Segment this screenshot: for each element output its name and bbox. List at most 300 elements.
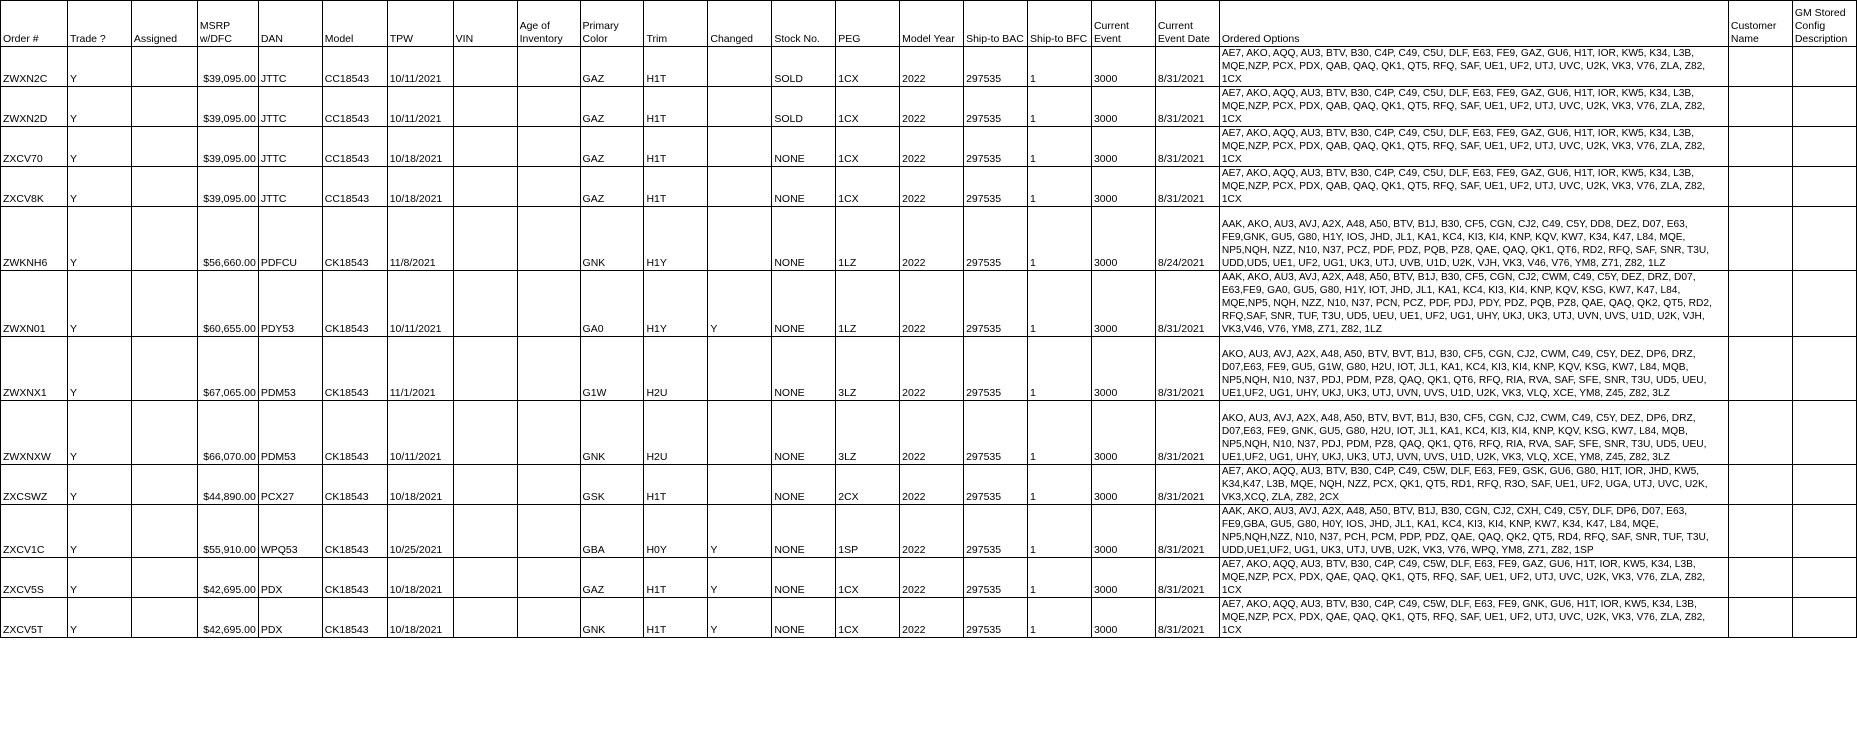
stock-no-cell[interactable]: SOLD [772,87,836,127]
trade-cell[interactable]: Y [67,167,131,207]
age-cell[interactable] [517,558,580,598]
ship-to-bac-cell[interactable]: 297535 [964,271,1028,337]
model-cell[interactable]: CC18543 [322,87,387,127]
dan-cell[interactable]: PDFCU [258,207,322,271]
assigned-cell[interactable] [131,505,197,558]
model-year-cell[interactable]: 2022 [900,598,964,638]
table-row [1,271,1857,337]
model-cell[interactable]: CC18543 [322,127,387,167]
msrp-cell[interactable]: $39,095.00 [197,87,258,127]
table-row [1,87,1857,127]
peg-cell[interactable]: 1CX [836,87,900,127]
table-row [1,167,1857,207]
current-event-cell[interactable]: 3000 [1091,207,1155,271]
peg-cell[interactable]: 1CX [836,127,900,167]
changed-cell[interactable] [708,47,772,87]
trim-cell[interactable]: H1Y [644,207,708,271]
primary-color-cell[interactable]: GAZ [580,87,644,127]
ship-to-bfc-cell[interactable]: 1 [1028,558,1092,598]
vin-cell[interactable] [453,47,517,87]
current-event-date-cell[interactable]: 8/31/2021 [1155,598,1219,638]
ship-to-bac-cell[interactable]: 297535 [964,47,1028,87]
table-row [1,598,1857,638]
stock-no-cell[interactable]: NONE [772,505,836,558]
dan-cell[interactable]: WPQ53 [258,505,322,558]
trade-cell[interactable]: Y [67,207,131,271]
ship-to-bac-header[interactable]: Ship-to BAC [964,1,1028,47]
order-number-cell[interactable]: ZWXNXW [1,401,68,465]
ship-to-bac-cell[interactable]: 297535 [964,337,1028,401]
current-event-cell[interactable]: 3000 [1091,271,1155,337]
table-row [1,465,1857,505]
current-event-cell[interactable]: 3000 [1091,167,1155,207]
tpw-cell[interactable]: 10/18/2021 [387,558,453,598]
age-cell[interactable] [517,207,580,271]
tpw-cell[interactable]: 10/18/2021 [387,465,453,505]
stock-no-cell[interactable]: NONE [772,401,836,465]
trade-cell[interactable]: Y [67,505,131,558]
model-year-cell[interactable]: 2022 [900,47,964,87]
msrp-cell[interactable]: $56,660.00 [197,207,258,271]
trim-cell[interactable]: H1T [644,465,708,505]
trim-cell[interactable]: H2U [644,401,708,465]
table-row [1,127,1857,167]
model-cell[interactable]: CK18543 [322,337,387,401]
config-description-cell[interactable] [1792,465,1856,505]
stock-no-cell[interactable]: SOLD [772,47,836,87]
changed-cell[interactable] [708,337,772,401]
model-year-cell[interactable]: 2022 [900,87,964,127]
current-event-date-cell[interactable]: 8/31/2021 [1155,401,1219,465]
age-cell[interactable] [517,505,580,558]
customer-name-cell[interactable] [1728,505,1792,558]
tpw-cell[interactable]: 10/11/2021 [387,401,453,465]
ship-to-bfc-cell[interactable]: 1 [1028,207,1092,271]
current-event-cell[interactable]: 3000 [1091,465,1155,505]
vin-cell[interactable] [453,127,517,167]
ordered-options-cell[interactable]: AE7, AKO, AQQ, AU3, BTV, B30, C4P, C49, C5U, DLF, E63, FE9, GAZ, GU6, H1T, IOR, KW5, K34, L3B, MQE,NZP, PCX, PDX, QAB, QAQ, QK1, QT5, RFQ, SAF, UE1, UF2, UTJ, UVC, U2K, VK3, V76, ZLA, Z82, 1CX [1219,47,1728,87]
ship-to-bfc-cell[interactable]: 1 [1028,47,1092,87]
config-description-cell[interactable] [1792,337,1856,401]
order-number-header[interactable]: Order # [1,1,68,47]
current-event-date-cell[interactable]: 8/24/2021 [1155,207,1219,271]
vin-cell[interactable] [453,465,517,505]
vin-cell[interactable] [453,558,517,598]
stock-no-cell[interactable]: NONE [772,167,836,207]
age-cell[interactable] [517,87,580,127]
primary-color-cell[interactable]: GAZ [580,127,644,167]
msrp-cell[interactable]: $39,095.00 [197,47,258,87]
stock-no-cell[interactable]: NONE [772,271,836,337]
peg-cell[interactable]: 1CX [836,167,900,207]
changed-cell[interactable]: Y [708,271,772,337]
trim-header[interactable]: Trim [644,1,708,47]
current-event-date-cell[interactable]: 8/31/2021 [1155,47,1219,87]
primary-color-cell[interactable]: GA0 [580,271,644,337]
assigned-cell[interactable] [131,167,197,207]
assigned-cell[interactable] [131,337,197,401]
current-event-cell[interactable]: 3000 [1091,401,1155,465]
ship-to-bac-cell[interactable]: 297535 [964,598,1028,638]
assigned-cell[interactable] [131,47,197,87]
trade-cell[interactable]: Y [67,87,131,127]
ship-to-bac-cell[interactable]: 297535 [964,401,1028,465]
vin-cell[interactable] [453,271,517,337]
customer-name-cell[interactable] [1728,558,1792,598]
primary-color-cell[interactable]: GAZ [580,558,644,598]
gm-config-description-header[interactable]: GM Stored Config Description [1792,1,1856,47]
customer-name-cell[interactable] [1728,401,1792,465]
ship-to-bac-cell[interactable]: 297535 [964,127,1028,167]
model-cell[interactable]: CK18543 [322,271,387,337]
dan-cell[interactable]: PDY53 [258,271,322,337]
customer-name-cell[interactable] [1728,598,1792,638]
header-row [1,1,1857,47]
vin-header[interactable]: VIN [453,1,517,47]
trim-cell[interactable]: H1T [644,87,708,127]
assigned-cell[interactable] [131,127,197,167]
model-year-header[interactable]: Model Year [900,1,964,47]
order-number-cell[interactable]: ZWXNX1 [1,337,68,401]
model-year-cell[interactable]: 2022 [900,271,964,337]
trim-cell[interactable]: H2U [644,337,708,401]
model-cell[interactable]: CK18543 [322,207,387,271]
primary-color-cell[interactable]: GNK [580,401,644,465]
msrp-cell[interactable]: $67,065.00 [197,337,258,401]
ship-to-bfc-cell[interactable]: 1 [1028,87,1092,127]
tpw-cell[interactable]: 10/18/2021 [387,127,453,167]
vin-cell[interactable] [453,505,517,558]
customer-name-header[interactable]: Customer Name [1728,1,1792,47]
customer-name-cell[interactable] [1728,127,1792,167]
assigned-cell[interactable] [131,598,197,638]
order-number-cell[interactable]: ZXCV5T [1,598,68,638]
ship-to-bac-cell[interactable]: 297535 [964,167,1028,207]
current-event-cell[interactable]: 3000 [1091,127,1155,167]
current-event-cell[interactable]: 3000 [1091,505,1155,558]
model-year-cell[interactable]: 2022 [900,167,964,207]
model-cell[interactable]: CK18543 [322,598,387,638]
current-event-date-cell[interactable]: 8/31/2021 [1155,271,1219,337]
age-cell[interactable] [517,465,580,505]
ordered-options-header[interactable]: Ordered Options [1219,1,1728,47]
ordered-options-cell[interactable]: AAK, AKO, AU3, AVJ, A2X, A48, A50, BTV, B1J, B30, CF5, CGN, CJ2, C49, C5Y, DD8, DEZ, D07, E63, FE9,GNK, GU5, G80, H1Y, IOS, JHD, JL1, KA1, KC4, KI3, KI4, KNP, KQV, KW7, K34, K47, L84, MQE, NP5,NQH, NZZ, N10, N37, PCZ, PDF, PDZ, PQB, PZ8, QAE, QAQ, QK1, QT6, RD2, RFQ, SAF, SNR, T3U, UDD,UD5, UE1, UF2, UG1, UK3, UTJ, UVB, U1D, U2K, VJH, VK3, V46, V76, YM8, Z71, Z82, 1LZ [1219,207,1728,271]
tpw-cell[interactable]: 10/18/2021 [387,598,453,638]
ordered-options-cell[interactable]: AE7, AKO, AQQ, AU3, BTV, B30, C4P, C49, C5W, DLF, E63, FE9, GSK, GU6, G80, H1T, IOR, JHD, KW5, K34,K47, L3B, MQE, NQH, NZZ, PCX, QK1, QT5, RD1, RFQ, R3O, SAF, UE1, UF2, UGA, UTJ, UVC, U2K, VK3,XCQ, ZLA, Z82, 2CX [1219,465,1728,505]
current-event-cell[interactable]: 3000 [1091,598,1155,638]
customer-name-cell[interactable] [1728,87,1792,127]
config-description-cell[interactable] [1792,505,1856,558]
trim-cell[interactable]: H1T [644,167,708,207]
current-event-date-cell[interactable]: 8/31/2021 [1155,337,1219,401]
dan-header[interactable]: DAN [258,1,322,47]
assigned-header[interactable]: Assigned [131,1,197,47]
order-number-cell[interactable]: ZXCSWZ [1,465,68,505]
tpw-cell[interactable]: 11/1/2021 [387,337,453,401]
table-row [1,337,1857,401]
tpw-cell[interactable]: 11/8/2021 [387,207,453,271]
stock-no-cell[interactable]: NONE [772,465,836,505]
model-cell[interactable]: CK18543 [322,505,387,558]
model-year-cell[interactable]: 2022 [900,505,964,558]
trade-header[interactable]: Trade ? [67,1,131,47]
age-cell[interactable] [517,271,580,337]
config-description-cell[interactable] [1792,167,1856,207]
trim-cell[interactable]: H1T [644,47,708,87]
ordered-options-cell[interactable]: AKO, AU3, AVJ, A2X, A48, A50, BTV, BVT, B1J, B30, CF5, CGN, CJ2, CWM, C49, C5Y, DEZ, DP6, DRZ, D07,E63, FE9, GNK, GU5, G80, H2U, IOT, JL1, KA1, KC4, KI3, KI4, KNP, KQV, KSG, KW7, L84, MQB, NP5,NQH, N10, N37, PDJ, PDM, PZ8, QAQ, QK1, QT6, RFQ, RIA, RVA, SAF, SFE, SNR, T3U, UD5, UEU, UE1,UF2, UG1, UHY, UKJ, UK3, UTJ, UVN, UVS, U1D, U2K, VK3, VLQ, XCE, YM8, Z45, Z82, 3LZ [1219,401,1728,465]
peg-cell[interactable]: 3LZ [836,401,900,465]
tpw-cell[interactable]: 10/11/2021 [387,271,453,337]
trade-cell[interactable]: Y [67,598,131,638]
model-year-cell[interactable]: 2022 [900,465,964,505]
stock-no-header[interactable]: Stock No. [772,1,836,47]
model-year-cell[interactable]: 2022 [900,207,964,271]
peg-cell[interactable]: 3LZ [836,337,900,401]
ship-to-bfc-cell[interactable]: 1 [1028,401,1092,465]
config-description-cell[interactable] [1792,87,1856,127]
msrp-cell[interactable]: $66,070.00 [197,401,258,465]
ordered-options-cell[interactable]: AE7, AKO, AQQ, AU3, BTV, B30, C4P, C49, C5W, DLF, E63, FE9, GNK, GU6, H1T, IOR, KW5, K34, L3B, MQE,NZP, PCX, PDX, QAE, QAQ, QK1, QT5, RFQ, SAF, UE1, UF2, UTJ, UVC, U2K, VK3, V76, ZLA, Z82, 1CX [1219,598,1728,638]
ship-to-bfc-cell[interactable]: 1 [1028,598,1092,638]
order-number-cell[interactable]: ZWXN01 [1,271,68,337]
config-description-cell[interactable] [1792,598,1856,638]
model-header[interactable]: Model [322,1,387,47]
ship-to-bac-cell[interactable]: 297535 [964,505,1028,558]
ship-to-bac-cell[interactable]: 297535 [964,207,1028,271]
current-event-date-cell[interactable]: 8/31/2021 [1155,558,1219,598]
current-event-date-cell[interactable]: 8/31/2021 [1155,167,1219,207]
dan-cell[interactable]: JTTC [258,127,322,167]
peg-cell[interactable]: 1LZ [836,207,900,271]
ordered-options-cell[interactable]: AAK, AKO, AU3, AVJ, A2X, A48, A50, BTV, B1J, B30, CF5, CGN, CJ2, CWM, C49, C5Y, DEZ, DRZ, D07, E63,FE9, GA0, GU5, G80, H1Y, IOT, JHD, JL1, KA1, KC4, KI3, KI4, KNP, KQV, KSG, KW7, K47, L84, MQE,NP5, NQH, NZZ, N10, N37, PCN, PCZ, PDF, PDJ, PDY, PDZ, PQB, PZ8, QAE, QAQ, QK2, QT5, RD2, RFQ,SAF, SNR, TUF, T3U, UD5, UEU, UE1, UF2, UG1, UHY, UKJ, UK3, UTJ, UVN, UVS, U1D, U2K, VJH, VK3,V46, V76, YM8, Z71, Z82, 1LZ [1219,271,1728,337]
age-cell[interactable] [517,598,580,638]
stock-no-cell[interactable]: NONE [772,337,836,401]
customer-name-cell[interactable] [1728,271,1792,337]
trim-cell[interactable]: H1T [644,127,708,167]
order-number-cell[interactable]: ZWXN2D [1,87,68,127]
dan-cell[interactable]: PDM53 [258,337,322,401]
primary-color-cell[interactable]: GAZ [580,167,644,207]
dan-cell[interactable]: JTTC [258,87,322,127]
model-cell[interactable]: CK18543 [322,401,387,465]
current-event-date-cell[interactable]: 8/31/2021 [1155,465,1219,505]
peg-header[interactable]: PEG [836,1,900,47]
order-number-cell[interactable]: ZWKNH6 [1,207,68,271]
ship-to-bac-cell[interactable]: 297535 [964,87,1028,127]
ordered-options-cell[interactable]: AAK, AKO, AU3, AVJ, A2X, A48, A50, BTV, B1J, B30, CGN, CJ2, CXH, C49, C5Y, DLF, DP6, D07, E63, FE9,GBA, GU5, G80, H0Y, IOS, JHD, JL1, KA1, KC4, KI3, KI4, KNP, KW7, K34, K47, L84, MQE, NP5,NQH,NZZ, N10, N37, PCH, PCM, PDP, PDZ, QAE, QAQ, QK2, QT5, RD4, RFQ, SAF, SNR, TUF, T3U, UDD,UE1,UF2, UG1, UK3, UTJ, UVB, U2K, VK3, V76, WPQ, YM8, Z71, Z82, 1SP [1219,505,1728,558]
trade-cell[interactable]: Y [67,127,131,167]
model-cell[interactable]: CK18543 [322,558,387,598]
customer-name-cell[interactable] [1728,337,1792,401]
table-row [1,401,1857,465]
changed-cell[interactable] [708,465,772,505]
vin-cell[interactable] [453,167,517,207]
customer-name-cell[interactable] [1728,47,1792,87]
ordered-options-cell[interactable]: AE7, AKO, AQQ, AU3, BTV, B30, C4P, C49, C5U, DLF, E63, FE9, GAZ, GU6, H1T, IOR, KW5, K34, L3B, MQE,NZP, PCX, PDX, QAB, QAQ, QK1, QT5, RFQ, SAF, UE1, UF2, UTJ, UVC, U2K, VK3, V76, ZLA, Z82, 1CX [1219,87,1728,127]
trade-cell[interactable]: Y [67,465,131,505]
config-description-cell[interactable] [1792,127,1856,167]
order-number-cell[interactable]: ZXCV70 [1,127,68,167]
model-year-cell[interactable]: 2022 [900,558,964,598]
dan-cell[interactable]: PDX [258,598,322,638]
trim-cell[interactable]: H1T [644,558,708,598]
trim-cell[interactable]: H1Y [644,271,708,337]
peg-cell[interactable]: 1SP [836,505,900,558]
trade-cell[interactable]: Y [67,47,131,87]
table-body [1,47,1857,638]
vin-cell[interactable] [453,598,517,638]
model-cell[interactable]: CC18543 [322,167,387,207]
changed-cell[interactable] [708,401,772,465]
ship-to-bfc-header[interactable]: Ship-to BFC [1028,1,1092,47]
assigned-cell[interactable] [131,207,197,271]
age-cell[interactable] [517,167,580,207]
ship-to-bac-cell[interactable]: 297535 [964,465,1028,505]
msrp-cell[interactable]: $39,095.00 [197,167,258,207]
dan-cell[interactable]: JTTC [258,47,322,87]
current-event-header[interactable]: Current Event [1091,1,1155,47]
assigned-cell[interactable] [131,271,197,337]
tpw-cell[interactable]: 10/25/2021 [387,505,453,558]
tpw-cell[interactable]: 10/18/2021 [387,167,453,207]
dan-cell[interactable]: PDX [258,558,322,598]
order-number-cell[interactable]: ZXCV1C [1,505,68,558]
peg-cell[interactable]: 1CX [836,558,900,598]
trade-cell[interactable]: Y [67,401,131,465]
primary-color-cell[interactable]: GSK [580,465,644,505]
ship-to-bac-cell[interactable]: 297535 [964,558,1028,598]
changed-cell[interactable] [708,207,772,271]
current-event-date-header[interactable]: Current Event Date [1155,1,1219,47]
table-row [1,505,1857,558]
vin-cell[interactable] [453,87,517,127]
dan-cell[interactable]: PDM53 [258,401,322,465]
peg-cell[interactable]: 1CX [836,47,900,87]
changed-header[interactable]: Changed [708,1,772,47]
model-year-cell[interactable]: 2022 [900,401,964,465]
primary-color-cell[interactable]: GBA [580,505,644,558]
trim-cell[interactable]: H0Y [644,505,708,558]
msrp-cell[interactable]: $60,655.00 [197,271,258,337]
ship-to-bfc-cell[interactable]: 1 [1028,337,1092,401]
trade-cell[interactable]: Y [67,558,131,598]
peg-cell[interactable]: 1LZ [836,271,900,337]
config-description-cell[interactable] [1792,47,1856,87]
msrp-cell[interactable]: $39,095.00 [197,127,258,167]
assigned-cell[interactable] [131,87,197,127]
ship-to-bfc-cell[interactable]: 1 [1028,167,1092,207]
model-cell[interactable]: CK18543 [322,465,387,505]
customer-name-cell[interactable] [1728,167,1792,207]
primary-color-cell[interactable]: GNK [580,598,644,638]
age-cell[interactable] [517,337,580,401]
msrp-cell[interactable]: $42,695.00 [197,598,258,638]
current-event-date-cell[interactable]: 8/31/2021 [1155,127,1219,167]
current-event-date-cell[interactable]: 8/31/2021 [1155,505,1219,558]
current-event-date-cell[interactable]: 8/31/2021 [1155,87,1219,127]
age-cell[interactable] [517,127,580,167]
ordered-options-cell[interactable]: AE7, AKO, AQQ, AU3, BTV, B30, C4P, C49, C5U, DLF, E63, FE9, GAZ, GU6, H1T, IOR, KW5, K34, L3B, MQE,NZP, PCX, PDX, QAB, QAQ, QK1, QT5, RFQ, SAF, UE1, UF2, UTJ, UVC, U2K, VK3, V76, ZLA, Z82, 1CX [1219,167,1728,207]
changed-cell[interactable]: Y [708,558,772,598]
peg-cell[interactable]: 1CX [836,598,900,638]
vin-cell[interactable] [453,207,517,271]
primary-color-cell[interactable]: GAZ [580,47,644,87]
primary-color-cell[interactable]: GNK [580,207,644,271]
config-description-cell[interactable] [1792,271,1856,337]
trim-cell[interactable]: H1T [644,598,708,638]
dan-cell[interactable]: JTTC [258,167,322,207]
trade-cell[interactable]: Y [67,271,131,337]
peg-cell[interactable]: 2CX [836,465,900,505]
tpw-cell[interactable]: 10/11/2021 [387,47,453,87]
age-cell[interactable] [517,401,580,465]
assigned-cell[interactable] [131,401,197,465]
primary-color-header[interactable]: Primary Color [580,1,644,47]
config-description-cell[interactable] [1792,558,1856,598]
current-event-cell[interactable]: 3000 [1091,337,1155,401]
current-event-cell[interactable]: 3000 [1091,558,1155,598]
ordered-options-cell[interactable]: AE7, AKO, AQQ, AU3, BTV, B30, C4P, C49, C5U, DLF, E63, FE9, GAZ, GU6, H1T, IOR, KW5, K34, L3B, MQE,NZP, PCX, PDX, QAB, QAQ, QK1, QT5, RFQ, SAF, UE1, UF2, UTJ, UVC, U2K, VK3, V76, ZLA, Z82, 1CX [1219,127,1728,167]
msrp-cell[interactable]: $55,910.00 [197,505,258,558]
vin-cell[interactable] [453,337,517,401]
vin-cell[interactable] [453,401,517,465]
current-event-cell[interactable]: 3000 [1091,87,1155,127]
order-number-cell[interactable]: ZWXN2C [1,47,68,87]
table-row [1,558,1857,598]
order-number-cell[interactable]: ZXCV8K [1,167,68,207]
changed-cell[interactable]: Y [708,505,772,558]
ship-to-bfc-cell[interactable]: 1 [1028,465,1092,505]
changed-cell[interactable] [708,127,772,167]
customer-name-cell[interactable] [1728,207,1792,271]
primary-color-cell[interactable]: G1W [580,337,644,401]
current-event-cell[interactable]: 3000 [1091,47,1155,87]
ship-to-bfc-cell[interactable]: 1 [1028,127,1092,167]
model-year-cell[interactable]: 2022 [900,337,964,401]
changed-cell[interactable]: Y [708,598,772,638]
assigned-cell[interactable] [131,465,197,505]
order-number-cell[interactable]: ZXCV5S [1,558,68,598]
stock-no-cell[interactable]: NONE [772,207,836,271]
age-of-inventory-header[interactable]: Age of Inventory [517,1,580,47]
age-cell[interactable] [517,47,580,87]
ordered-options-cell[interactable]: AKO, AU3, AVJ, A2X, A48, A50, BTV, BVT, B1J, B30, CF5, CGN, CJ2, CWM, C49, C5Y, DEZ, DP6, DRZ, D07,E63, FE9, GU5, G1W, G80, H2U, IOT, JL1, KA1, KC4, KI3, KI4, KNP, KQV, KSG, KW7, L84, MQB, NP5,NQH, N10, N37, PDJ, PDM, PZ8, QAQ, QK1, QT6, RFQ, RIA, RVA, SAF, SFE, SNR, T3U, UD5, UEU, UE1,UF2, UG1, UHY, UKJ, UK3, UTJ, UVN, UVS, U1D, U2K, VK3, VLQ, XCE, YM8, Z45, Z82, 3LZ [1219,337,1728,401]
changed-cell[interactable] [708,167,772,207]
table-row [1,47,1857,87]
stock-no-cell[interactable]: NONE [772,127,836,167]
ship-to-bfc-cell[interactable]: 1 [1028,505,1092,558]
stock-no-cell[interactable]: NONE [772,598,836,638]
stock-no-cell[interactable]: NONE [772,558,836,598]
tpw-header[interactable]: TPW [387,1,453,47]
trade-cell[interactable]: Y [67,337,131,401]
ship-to-bfc-cell[interactable]: 1 [1028,271,1092,337]
config-description-cell[interactable] [1792,401,1856,465]
model-cell[interactable]: CC18543 [322,47,387,87]
msrp-cell[interactable]: $42,695.00 [197,558,258,598]
dan-cell[interactable]: PCX27 [258,465,322,505]
config-description-cell[interactable] [1792,207,1856,271]
model-year-cell[interactable]: 2022 [900,127,964,167]
changed-cell[interactable] [708,87,772,127]
assigned-cell[interactable] [131,558,197,598]
customer-name-cell[interactable] [1728,465,1792,505]
table-row [1,207,1857,271]
ordered-options-cell[interactable]: AE7, AKO, AQQ, AU3, BTV, B30, C4P, C49, C5W, DLF, E63, FE9, GAZ, GU6, H1T, IOR, KW5, K34, L3B, MQE,NZP, PCX, PDX, QAE, QAQ, QK1, QT5, RFQ, SAF, UE1, UF2, UTJ, UVC, U2K, VK3, V76, ZLA, Z82, 1CX [1219,558,1728,598]
tpw-cell[interactable]: 10/11/2021 [387,87,453,127]
msrp-cell[interactable]: $44,890.00 [197,465,258,505]
msrp-header[interactable]: MSRP w/DFC [197,1,258,47]
